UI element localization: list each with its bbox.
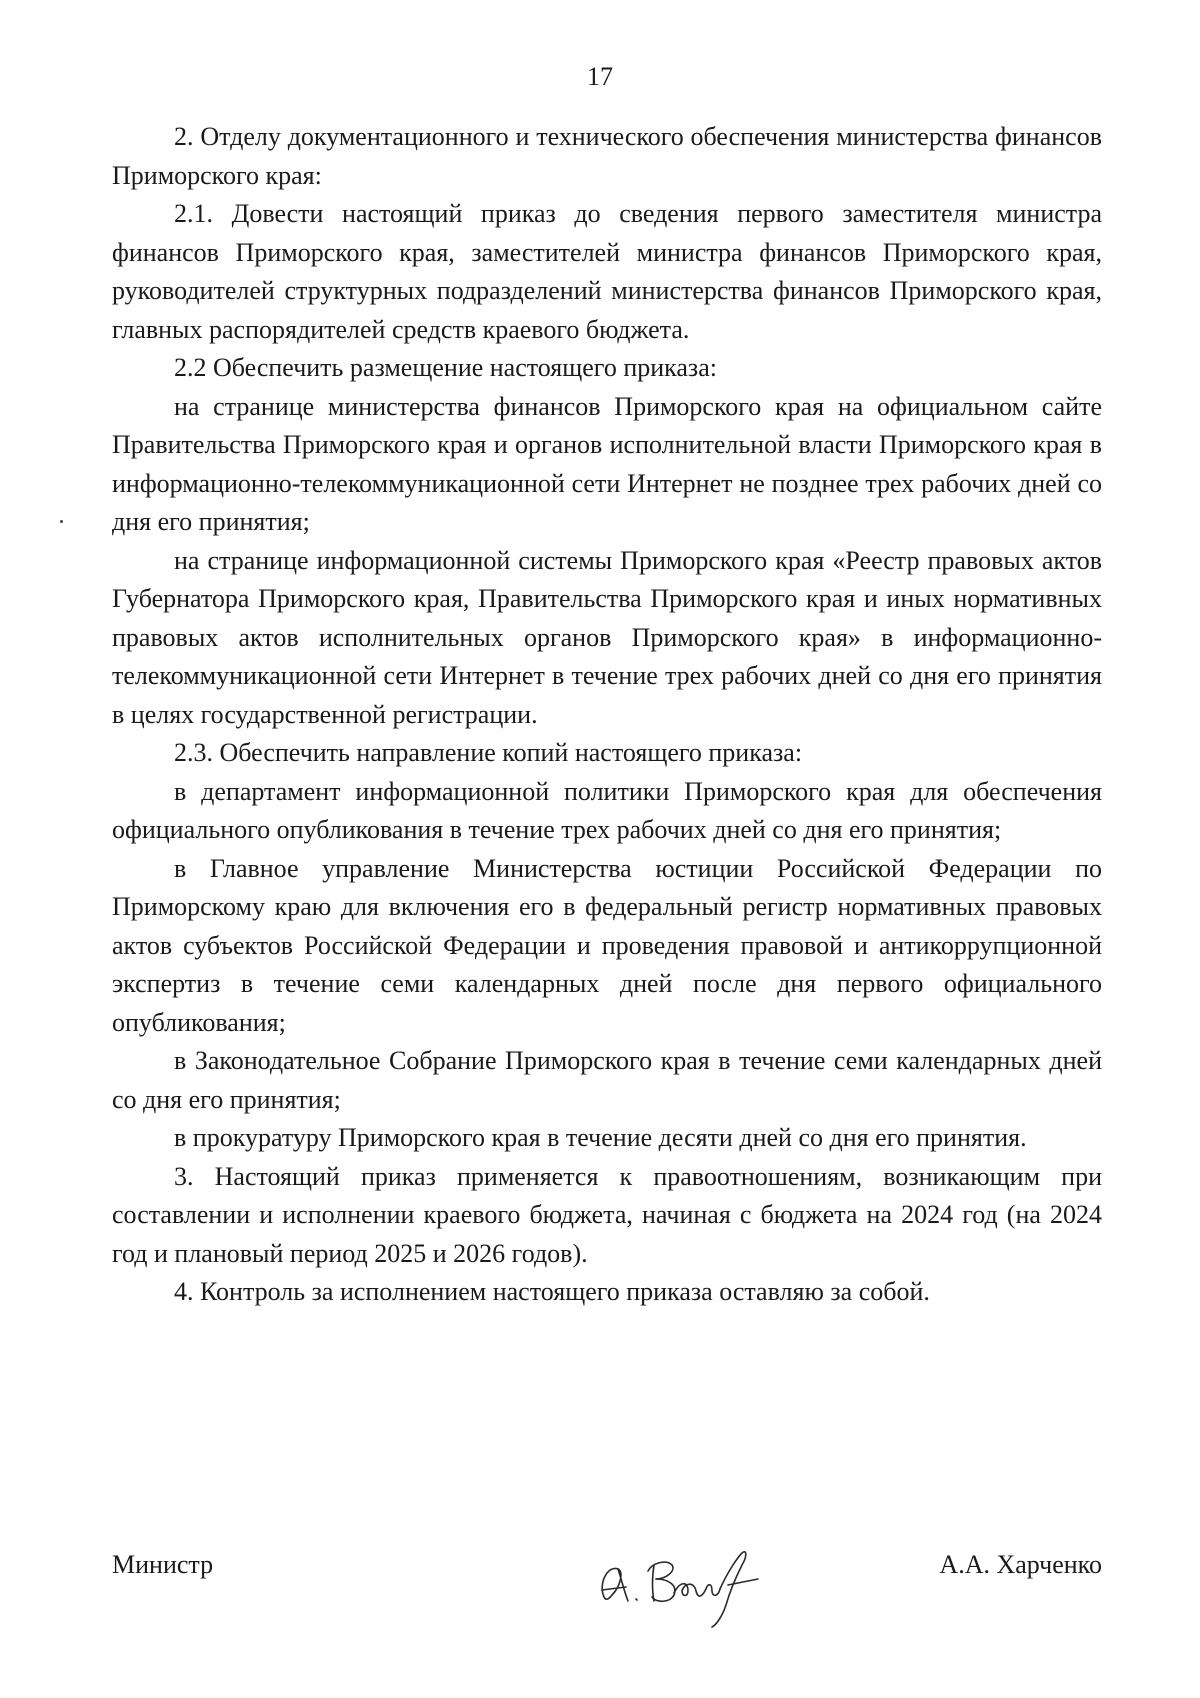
signature-block <box>112 1535 1102 1635</box>
paragraph-2-1: 2.1. Довести настоящий приказ до сведения первого заместителя министра финансов Приморского края, заместителей министра финансов Приморского края, руководителей структурных подразделений министерства финансов Приморского края, главных распорядителей средств краевого бюджета. <box>112 199 1102 344</box>
signer-title: Министр <box>112 1550 214 1579</box>
paragraph-2-2: 2.2 Обеспечить размещение настоящего приказа: <box>174 353 717 382</box>
paragraph-2: 2. Отделу документационного и технического обеспечения министерства финансов Приморского края: <box>112 122 1102 190</box>
margin-dot <box>60 520 63 523</box>
handwritten-signature <box>582 1535 772 1630</box>
paragraph-2-3-justice: в Главное управление Министерства юстиции Российской Федерации по Приморскому краю для включения его в федеральный регистр нормативных правовых актов субъектов Российской Федерации и проведения правовой и антикоррупционной экспертиз в течение семи календарных дней после дня первого официального опубликования; <box>112 853 1102 1037</box>
paragraph-4: 4. Контроль за исполнением настоящего приказа оставляю за собой. <box>174 1277 930 1306</box>
paragraph-2-3-info-policy: в департамент информационной политики Приморского края для обеспечения официального опубликования в течение трех рабочих дней со дня его принятия; <box>112 776 1102 844</box>
paragraph-2-3: 2.3. Обеспечить направление копий настоящего приказа: <box>174 738 803 767</box>
paragraph-2-3-assembly: в Законодательное Собрание Приморского края в течение семи календарных дней со дня его принятия; <box>112 1046 1102 1114</box>
paragraph-2-3-prosecutor: в прокуратуру Приморского края в течение десяти дней со дня его принятия. <box>174 1123 1027 1152</box>
document-body <box>112 118 1102 1312</box>
paragraph-2-2-registry: на странице информационной системы Приморского края «Реестр правовых актов Губернатора Приморского края, Правительства Приморского края и иных нормативных правовых актов исполнительных органов Приморского края» в информационно-телекоммуникационной сети Интернет в течение трех рабочих дней со дня его принятия в целях государственной регистрации. <box>112 545 1102 729</box>
page-number: 17 <box>587 62 613 91</box>
signer-name: А.А. Харченко <box>939 1550 1102 1579</box>
paragraph-3: 3. Настоящий приказ применяется к правоотношениям, возникающим при составлении и исполнении краевого бюджета, начиная с бюджета на 2024 год (на 2024 год и плановый период 2025 и 2026 годов). <box>112 1161 1102 1268</box>
paragraph-2-2-official-site: на странице министерства финансов Приморского края на официальном сайте Правительства Приморского края и органов исполнительной власти Приморского края в информационно-телекоммуникационной сети Интернет не позднее трех рабочих дней со дня его принятия; <box>112 391 1102 536</box>
